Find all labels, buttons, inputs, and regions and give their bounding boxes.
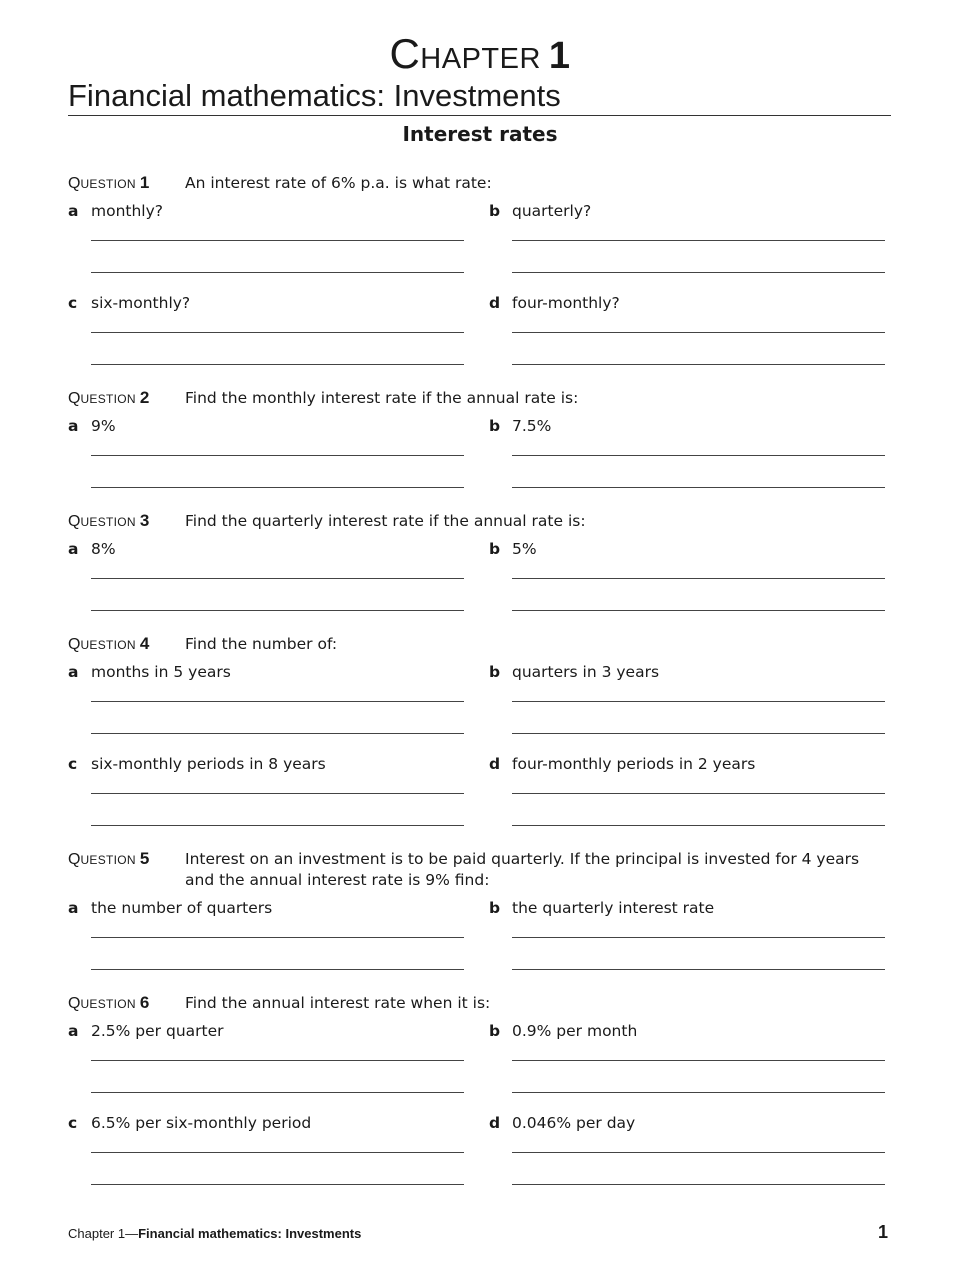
answer-line[interactable] <box>512 1152 885 1153</box>
question-label <box>68 388 149 408</box>
answer-line[interactable] <box>512 825 885 826</box>
section-title: Interest rates <box>402 122 558 146</box>
chapter-title: Financial mathematics: Investments <box>68 78 561 113</box>
answer-line[interactable] <box>512 487 885 488</box>
answer-line[interactable] <box>512 1092 885 1093</box>
part-letter: b <box>489 663 501 681</box>
part-text: monthly? <box>91 202 164 220</box>
page-number: 1 <box>878 1222 889 1242</box>
footer-chapter-title: Financial mathematics: Investments <box>138 1226 362 1241</box>
question-label-word: UESTION <box>80 997 136 1011</box>
part-text: 9% <box>91 417 116 435</box>
answer-line[interactable] <box>512 240 885 241</box>
answer-line[interactable] <box>512 364 885 365</box>
chapter-heading <box>0 30 960 78</box>
part-text: the quarterly interest rate <box>512 899 715 917</box>
part-text: quarters in 3 years <box>512 663 660 681</box>
footer <box>68 1226 361 1241</box>
question-number: 3 <box>139 511 150 530</box>
question-label-word: UESTION <box>80 853 136 867</box>
part-text: six-monthly? <box>91 294 191 312</box>
question-text: Find the monthly interest rate if the annual rate is: <box>185 389 579 407</box>
question-label <box>68 634 149 654</box>
question-text: Find the quarterly interest rate if the annual rate is: <box>185 512 586 530</box>
answer-line[interactable] <box>91 455 464 456</box>
question-number: 2 <box>139 388 150 407</box>
answer-line[interactable] <box>91 701 464 702</box>
part-letter: c <box>68 1114 78 1132</box>
question-label-initial: Q <box>68 995 81 1012</box>
answer-line[interactable] <box>91 487 464 488</box>
answer-line[interactable] <box>512 701 885 702</box>
part-letter: b <box>489 899 501 917</box>
question-label <box>68 993 149 1013</box>
answer-line[interactable] <box>512 1184 885 1185</box>
title-divider <box>68 115 891 116</box>
part-letter: d <box>489 294 501 312</box>
question-number: 1 <box>139 173 150 192</box>
answer-line[interactable] <box>512 578 885 579</box>
question-label <box>68 511 149 531</box>
answer-line[interactable] <box>91 610 464 611</box>
question-text: Find the annual interest rate when it is: <box>185 994 491 1012</box>
part-letter: a <box>68 417 79 435</box>
answer-line[interactable] <box>512 937 885 938</box>
answer-line[interactable] <box>91 332 464 333</box>
part-text: quarterly? <box>512 202 592 220</box>
question-label-initial: Q <box>68 851 81 868</box>
part-letter: a <box>68 1022 79 1040</box>
answer-line[interactable] <box>512 733 885 734</box>
answer-line[interactable] <box>91 793 464 794</box>
question-number: 5 <box>139 849 150 868</box>
answer-line[interactable] <box>91 969 464 970</box>
part-letter: d <box>489 755 501 773</box>
question-number: 4 <box>139 634 150 653</box>
question-label-word: UESTION <box>80 392 136 406</box>
question-label-word: UESTION <box>80 638 136 652</box>
part-text: 5% <box>512 540 537 558</box>
answer-line[interactable] <box>91 578 464 579</box>
answer-line[interactable] <box>91 937 464 938</box>
answer-line[interactable] <box>91 1060 464 1061</box>
part-text: 8% <box>91 540 116 558</box>
answer-line[interactable] <box>512 610 885 611</box>
answer-line[interactable] <box>91 1152 464 1153</box>
part-letter: d <box>489 1114 501 1132</box>
answer-line[interactable] <box>512 793 885 794</box>
question-text: Find the number of: <box>185 635 338 653</box>
part-text: four-monthly? <box>512 294 620 312</box>
question-number: 6 <box>139 993 150 1012</box>
answer-line[interactable] <box>91 1184 464 1185</box>
answer-line[interactable] <box>91 1092 464 1093</box>
part-text: the number of quarters <box>91 899 273 917</box>
answer-line[interactable] <box>512 455 885 456</box>
part-text: four-monthly periods in 2 years <box>512 755 756 773</box>
chapter-number: 1 <box>548 35 571 77</box>
part-text: 7.5% <box>512 417 552 435</box>
answer-line[interactable] <box>91 364 464 365</box>
part-letter: c <box>68 755 78 773</box>
question-text: An interest rate of 6% p.a. is what rate: <box>185 174 492 192</box>
part-text: six-monthly periods in 8 years <box>91 755 326 773</box>
part-text: 0.9% per month <box>512 1022 638 1040</box>
question-label <box>68 173 149 193</box>
question-label-initial: Q <box>68 636 81 653</box>
question-label <box>68 849 149 869</box>
part-text: 2.5% per quarter <box>91 1022 224 1040</box>
part-letter: b <box>489 540 501 558</box>
answer-line[interactable] <box>91 825 464 826</box>
answer-line[interactable] <box>512 332 885 333</box>
part-letter: b <box>489 417 501 435</box>
part-letter: b <box>489 202 501 220</box>
question-label-initial: Q <box>68 390 81 407</box>
part-letter: a <box>68 899 79 917</box>
question-label-initial: Q <box>68 175 81 192</box>
answer-line[interactable] <box>512 969 885 970</box>
chapter-heading-word: HAPTER <box>420 43 541 75</box>
question-label-word: UESTION <box>80 177 136 191</box>
question-text: Interest on an investment is to be paid quarterly. If the principal is invested for 4 years and the annual interest rate is 9% find: <box>185 850 860 889</box>
answer-line[interactable] <box>91 733 464 734</box>
answer-line[interactable] <box>91 272 464 273</box>
part-letter: a <box>68 663 79 681</box>
part-text: months in 5 years <box>91 663 231 681</box>
part-letter: c <box>68 294 78 312</box>
chapter-heading-initial: C <box>389 30 421 77</box>
part-text: 6.5% per six-monthly period <box>91 1114 312 1132</box>
answer-line[interactable] <box>512 1060 885 1061</box>
question-label-word: UESTION <box>80 515 136 529</box>
answer-line[interactable] <box>91 240 464 241</box>
part-letter: a <box>68 202 79 220</box>
question-label-initial: Q <box>68 513 81 530</box>
footer-chapter-prefix: Chapter 1— <box>68 1226 139 1241</box>
answer-line[interactable] <box>512 272 885 273</box>
part-text: 0.046% per day <box>512 1114 636 1132</box>
part-letter: b <box>489 1022 501 1040</box>
part-letter: a <box>68 540 79 558</box>
